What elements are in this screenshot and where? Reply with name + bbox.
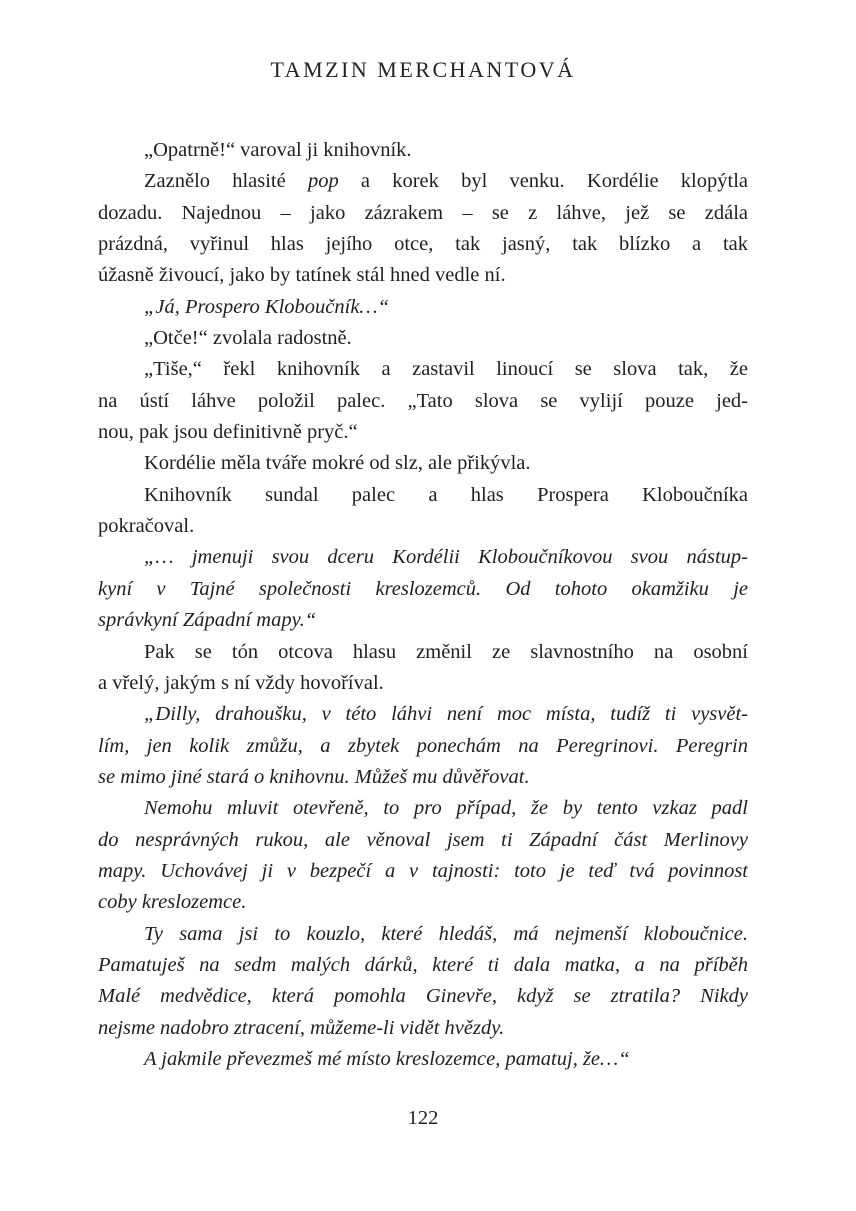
text-line [98,1013,748,1044]
text-segment: do nesprávných rukou, ale věnoval jsem ti Západní část Merlinovy [98,828,748,851]
text-segment: „… jmenuji svou dceru Kordélii Kloboučníkovou svou nástup- [144,546,748,569]
text-line [98,323,748,354]
text-segment: „Otče!“ zvolala radostně. [144,327,352,350]
text-line [98,542,748,573]
text-segment: a korek byl venku. Kordélie klopýtla [338,170,748,193]
text-line [98,480,748,511]
text-segment: Ty sama jsi to kouzlo, které hledáš, má nejmenší kloboučnice. [144,922,748,945]
text-line [98,731,748,762]
text-segment: mapy. Uchovávej ji v bezpečí a v tajnosti: toto je teď tvá povinnost [98,859,748,882]
body-text [98,135,748,1075]
text-line [98,668,748,699]
text-segment: Pak se tón otcova hlasu změnil ze slavnostního na osobní [144,640,748,663]
page-number: 122 [407,1107,439,1129]
text-segment: „Opatrně!“ varoval ji knihovník. [144,139,412,161]
text-line [98,574,748,605]
text-segment: „Tiše,“ řekl knihovník a zastavil linoucí se slova tak, že [144,358,748,381]
text-line [98,637,748,668]
text-line [98,950,748,981]
text-line [98,260,748,291]
text-line [98,417,748,448]
text-segment: „Já, Prospero Kloboučník…“ [144,295,390,318]
text-line [98,981,748,1012]
text-line [98,699,748,730]
text-segment: coby kreslozemce. [98,891,247,914]
text-line [98,511,748,542]
text-segment: nejsme nadobro ztracení, můžeme-li vidět hvězdy. [98,1016,505,1039]
italic-text-segment: pop [307,170,339,193]
text-segment: Kordélie měla tváře mokré od slz, ale přikývla. [144,452,531,475]
text-segment: na ústí láhve položil palec. „Tato slova se vylijí pouze jed- [98,389,748,412]
text-line [98,762,748,793]
text-line [98,198,748,229]
text-segment: úžasně živoucí, jako by tatínek stál hned vedle ní. [98,264,506,287]
text-segment: se mimo jiné stará o knihovnu. Můžeš mu důvěřovat. [98,765,530,788]
text-segment: Nemohu mluvit otevřeně, to pro případ, že by tento vzkaz padl [144,797,748,820]
text-segment: Pamatuješ na sedm malých dárků, které ti dala matka, a na příběh [98,953,748,976]
text-line [98,135,748,166]
text-line [98,448,748,479]
text-line [98,166,748,197]
text-segment: kyní v Tajné společnosti kreslozemců. Od tohoto okamžiku je [98,577,748,600]
text-segment: a vřelý, jakým s ní vždy hovoříval. [98,671,384,694]
text-segment: pokračoval. [98,515,195,538]
text-segment: nou, pak jsou definitivně pryč.“ [98,421,358,444]
text-line [98,354,748,385]
text-segment: lím, jen kolik zmůžu, a zbytek ponechám na Peregrinovi. Peregrin [98,734,748,757]
text-line [98,292,748,323]
running-header: TAMZIN MERCHANTOVÁ [270,57,576,82]
text-line [98,856,748,887]
text-segment: správkyní Západní mapy.“ [98,609,317,632]
text-line [98,825,748,856]
text-line [98,605,748,636]
text-line [98,793,748,824]
text-line [98,386,748,417]
text-segment: Knihovník sundal palec a hlas Prospera Kloboučníka [144,483,748,506]
text-line [98,229,748,260]
text-line [98,1044,748,1075]
text-segment: dozadu. Najednou – jako zázrakem – se z láhve, jež se zdála [98,201,748,224]
text-segment: A jakmile převezmeš mé místo kreslozemce, pamatuj, že…“ [144,1047,630,1070]
text-segment: Malé medvědice, která pomohla Ginevře, když se ztratila? Nikdy [98,985,748,1008]
text-segment: „Dilly, drahoušku, v této láhvi není moc místa, tudíž ti vysvět- [144,703,748,726]
text-line [98,887,748,918]
text-segment: prázdná, vyřinul hlas jejího otce, tak jasný, tak blízko a tak [98,233,748,256]
text-line [98,919,748,950]
text-segment: Zaznělo hlasité [144,170,308,193]
